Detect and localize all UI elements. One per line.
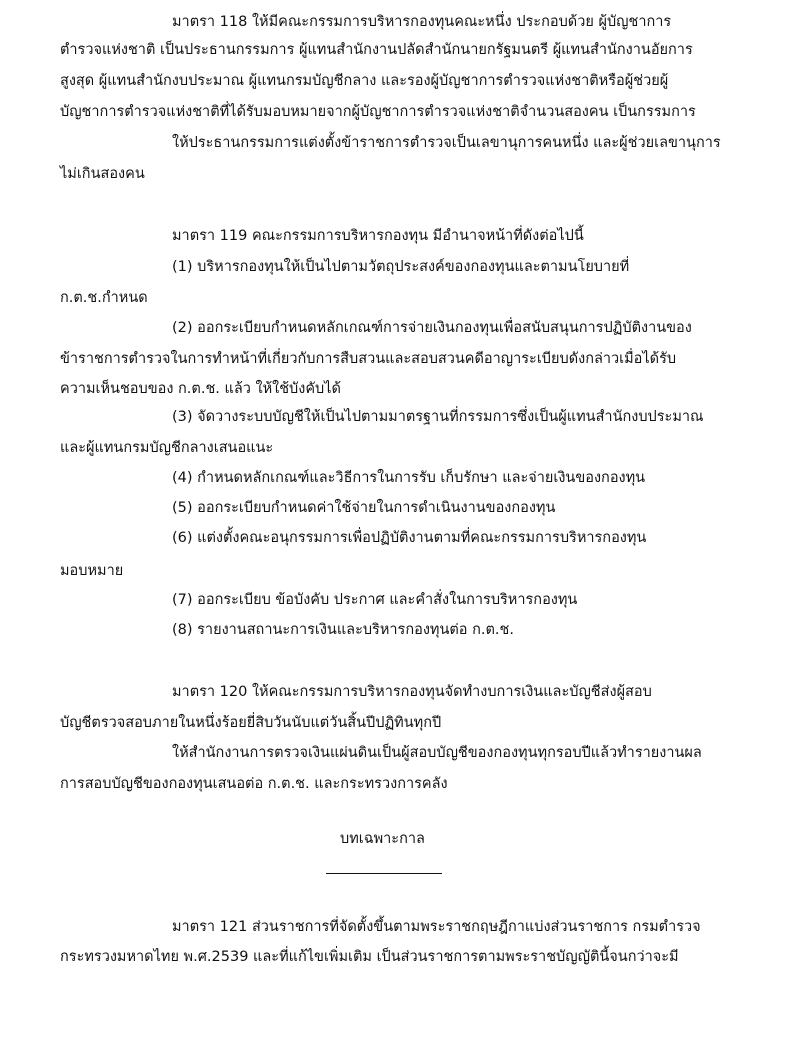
s119-item-3a: (3) จัดวางระบบบัญชีให้เป็นไปตามมาตรฐานที่กรรมการซึ่งเป็นผู้แทนสำนักงบประมาณ [172, 409, 704, 425]
s121-line-1: มาตรา 121 ส่วนราชการที่จัดตั้งขึ้นตามพระราชกฤษฎีกาแบ่งส่วนราชการ กรมตำรวจ [172, 919, 701, 935]
s119-item-3b: และผู้แทนกรมบัญชีกลางเสนอแนะ [60, 440, 274, 456]
title-underline-rule [326, 873, 442, 874]
s118-line-5: ให้ประธานกรรมการแต่งตั้งข้าราชการตำรวจเป็นเลขานุการคนหนึ่ง และผู้ช่วยเลขานุการ [172, 135, 721, 151]
s118-line-4: บัญชาการตำรวจแห่งชาติที่ได้รับมอบหมายจากผู้บัญชาการตำรวจแห่งชาติจำนวนสองคน เป็นกรรมการ [60, 104, 696, 120]
s119-item-7: (7) ออกระเบียบ ข้อบังคับ ประกาศ และคำสั่งในการบริหารกองทุน [172, 592, 578, 608]
s118-line-3: สูงสุด ผู้แทนสำนักงบประมาณ ผู้แทนกรมบัญชีกลาง และรองผู้บัญชาการตำรวจแห่งชาติหรือผู้ช่วยผู้ [60, 73, 669, 89]
s119-item-4: (4) กำหนดหลักเกณฑ์และวิธีการในการรับ เก็บรักษา และจ่ายเงินของกองทุน [172, 470, 646, 486]
s120-line-4: การสอบบัญชีของกองทุนเสนอต่อ ก.ต.ช. และกระทรวงการคลัง [60, 776, 448, 792]
s118-line-1: มาตรา 118 ให้มีคณะกรรมการบริหารกองทุนคณะหนึ่ง ประกอบด้วย ผู้บัญชาการ [172, 14, 672, 30]
s120-line-2: บัญชีตรวจสอบภายในหนึ่งร้อยยี่สิบวันนับแต่วันสิ้นปีปฏิทินทุกปี [60, 715, 442, 731]
s119-item-6a: (6) แต่งตั้งคณะอนุกรรมการเพื่อปฏิบัติงานตามที่คณะกรรมการบริหารกองทุน [172, 530, 647, 546]
s119-item-6b: มอบหมาย [60, 563, 124, 579]
s119-heading: มาตรา 119 คณะกรรมการบริหารกองทุน มีอำนาจหน้าที่ดังต่อไปนี้ [172, 228, 584, 244]
s119-item-2a: (2) ออกระเบียบกำหนดหลักเกณฑ์การจ่ายเงินกองทุนเพื่อสนับสนุนการปฏิบัติงานของ [172, 320, 692, 336]
s120-line-3: ให้สำนักงานการตรวจเงินแผ่นดินเป็นผู้สอบบัญชีของกองทุนทุกรอบปีแล้วทำรายงานผล [172, 745, 702, 761]
s118-line-6: ไม่เกินสองคน [60, 166, 145, 182]
s119-item-8: (8) รายงานสถานะการเงินและบริหารกองทุนต่อ ก.ต.ช. [172, 622, 514, 638]
s121-line-2: กระทรวงมหาดไทย พ.ศ.2539 และที่แก้ไขเพิ่มเติม เป็นส่วนราชการตามพระราชบัญญัตินี้จนกว่าจะมี [60, 949, 679, 965]
transitional-provisions-title: บทเฉพาะกาล [340, 831, 425, 847]
s119-item-2b: ข้าราชการตำรวจในการทำหน้าที่เกี่ยวกับการสืบสวนและสอบสวนคดีอาญาระเบียบดังกล่าวเมื่อได้รับ [60, 351, 677, 367]
s119-item-5: (5) ออกระเบียบกำหนดค่าใช้จ่ายในการดำเนินงานของกองทุน [172, 500, 556, 516]
s119-item-1b: ก.ต.ช.กำหนด [60, 290, 148, 306]
s120-line-1: มาตรา 120 ให้คณะกรรมการบริหารกองทุนจัดทำงบการเงินและบัญชีส่งผู้สอบ [172, 684, 652, 700]
s118-line-2: ตำรวจแห่งชาติ เป็นประธานกรรมการ ผู้แทนสำนักงานปลัดสำนักนายกรัฐมนตรี ผู้แทนสำนักงานอัยการ [60, 42, 693, 58]
s119-item-2c: ความเห็นชอบของ ก.ต.ช. แล้ว ให้ใช้บังคับได้ [60, 381, 341, 397]
s119-item-1a: (1) บริหารกองทุนให้เป็นไปตามวัตถุประสงค์ของกองทุนและตามนโยบายที่ [172, 259, 630, 275]
